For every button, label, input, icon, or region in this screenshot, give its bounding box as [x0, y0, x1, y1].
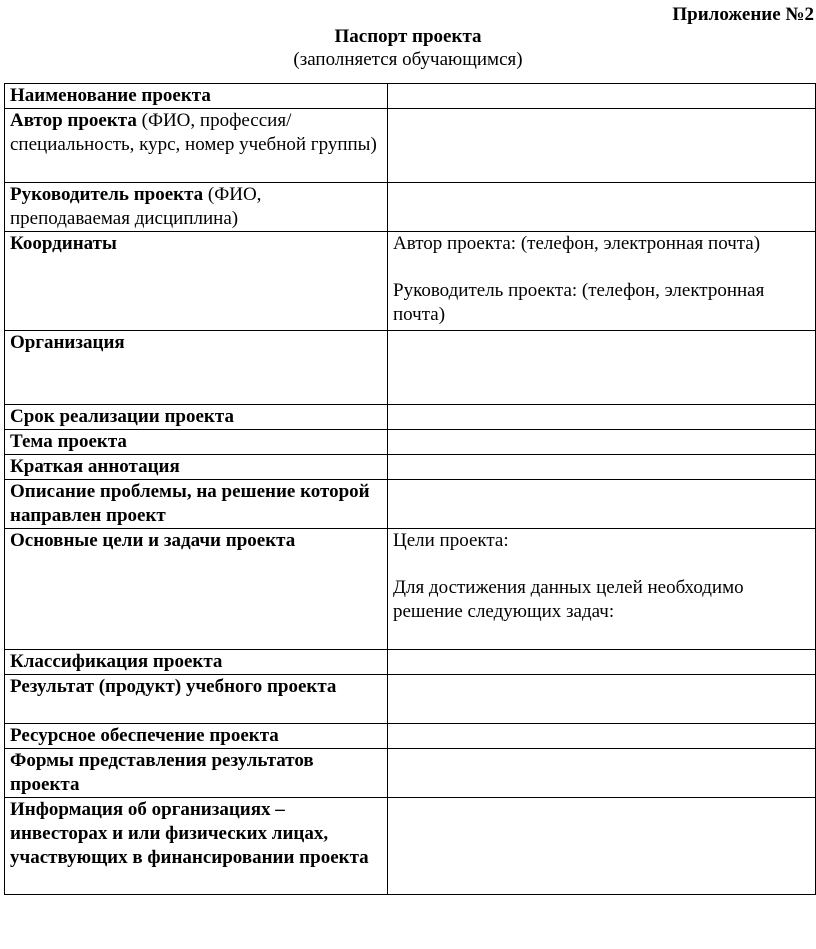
row-label-bold: Тема проекта: [10, 431, 127, 452]
row-label-note: (ФИО, профессия/ специальность, курс, номер учебной группы): [10, 110, 377, 155]
row-label-cell: [5, 430, 388, 455]
row-label-cell: [5, 480, 388, 529]
row-label-cell: [5, 183, 388, 232]
row-label-cell: [5, 798, 388, 895]
project-passport-table: [4, 83, 816, 895]
row-value-cell[interactable]: [388, 798, 816, 895]
document-title: Паспорт проекта: [334, 26, 482, 47]
row-label-cell: [5, 749, 388, 798]
row-label-note: (ФИО, преподаваемая дисциплина): [10, 184, 262, 229]
appendix-label: Приложение №2: [672, 4, 814, 25]
row-value-cell[interactable]: [388, 455, 816, 480]
row-value-cell[interactable]: [388, 480, 816, 529]
row-value-cell[interactable]: [388, 232, 816, 331]
row-label-cell: [5, 331, 388, 405]
row-label-cell: [5, 529, 388, 650]
row-label-bold: Краткая аннотация: [10, 456, 180, 477]
supervisor-contacts-text: Руководитель проекта: (телефон, электронная почта): [393, 280, 765, 325]
row-value-cell[interactable]: [388, 183, 816, 232]
row-label-bold: Основные цели и задачи проекта: [10, 530, 296, 551]
document-subtitle: (заполняется обучающимся): [293, 49, 523, 70]
table-row: [5, 183, 816, 232]
row-value-cell[interactable]: [388, 405, 816, 430]
goals-text: Цели проекта:: [393, 530, 509, 551]
row-value-cell[interactable]: [388, 749, 816, 798]
row-label-bold: Результат (продукт) учебного проекта: [10, 676, 337, 697]
table-row: [5, 749, 816, 798]
row-value-cell[interactable]: [388, 109, 816, 183]
row-value-cell[interactable]: [388, 430, 816, 455]
row-value-cell[interactable]: [388, 650, 816, 675]
table-row: [5, 675, 816, 724]
table-row: [5, 724, 816, 749]
row-label-bold: Координаты: [10, 233, 117, 254]
row-label-cell: [5, 405, 388, 430]
table-row: [5, 331, 816, 405]
table-row: [5, 480, 816, 529]
table-row: [5, 529, 816, 650]
table-row: [5, 455, 816, 480]
row-label-bold: Руководитель проекта: [10, 184, 204, 205]
row-label-bold: Ресурсное обеспечение проекта: [10, 725, 279, 746]
row-label-cell: [5, 232, 388, 331]
row-label-bold: Информация об организациях – инвесторах и или физических лицах, участвующих в финансировании проекта: [10, 799, 369, 868]
row-label-cell: [5, 650, 388, 675]
table-row: [5, 405, 816, 430]
row-label-cell: [5, 724, 388, 749]
table-row: [5, 232, 816, 331]
row-label-bold: Наименование проекта: [10, 85, 211, 106]
row-label-bold: Организация: [10, 332, 125, 353]
row-label-cell: [5, 455, 388, 480]
table-row: [5, 798, 816, 895]
row-label-bold: Срок реализации проекта: [10, 406, 234, 427]
table-row: [5, 109, 816, 183]
row-value-cell[interactable]: [388, 724, 816, 749]
row-value-cell[interactable]: [388, 331, 816, 405]
tasks-text: Для достижения данных целей необходимо решение следующих задач:: [393, 577, 744, 622]
row-label-cell: [5, 675, 388, 724]
row-value-cell[interactable]: [388, 529, 816, 650]
row-value-cell[interactable]: [388, 84, 816, 109]
author-contacts-text: Автор проекта: (телефон, электронная почта): [393, 233, 761, 254]
table-row: [5, 430, 816, 455]
row-label-bold: Формы представления результатов проекта: [10, 750, 314, 795]
row-label-cell: [5, 109, 388, 183]
row-value-cell[interactable]: [388, 675, 816, 724]
row-label-bold: Классификация проекта: [10, 651, 223, 672]
row-label-cell: [5, 84, 388, 109]
row-label-bold: Описание проблемы, на решение которой направлен проект: [10, 481, 370, 526]
table-row: [5, 84, 816, 109]
table-row: [5, 650, 816, 675]
row-label-bold: Автор проекта: [10, 110, 137, 131]
